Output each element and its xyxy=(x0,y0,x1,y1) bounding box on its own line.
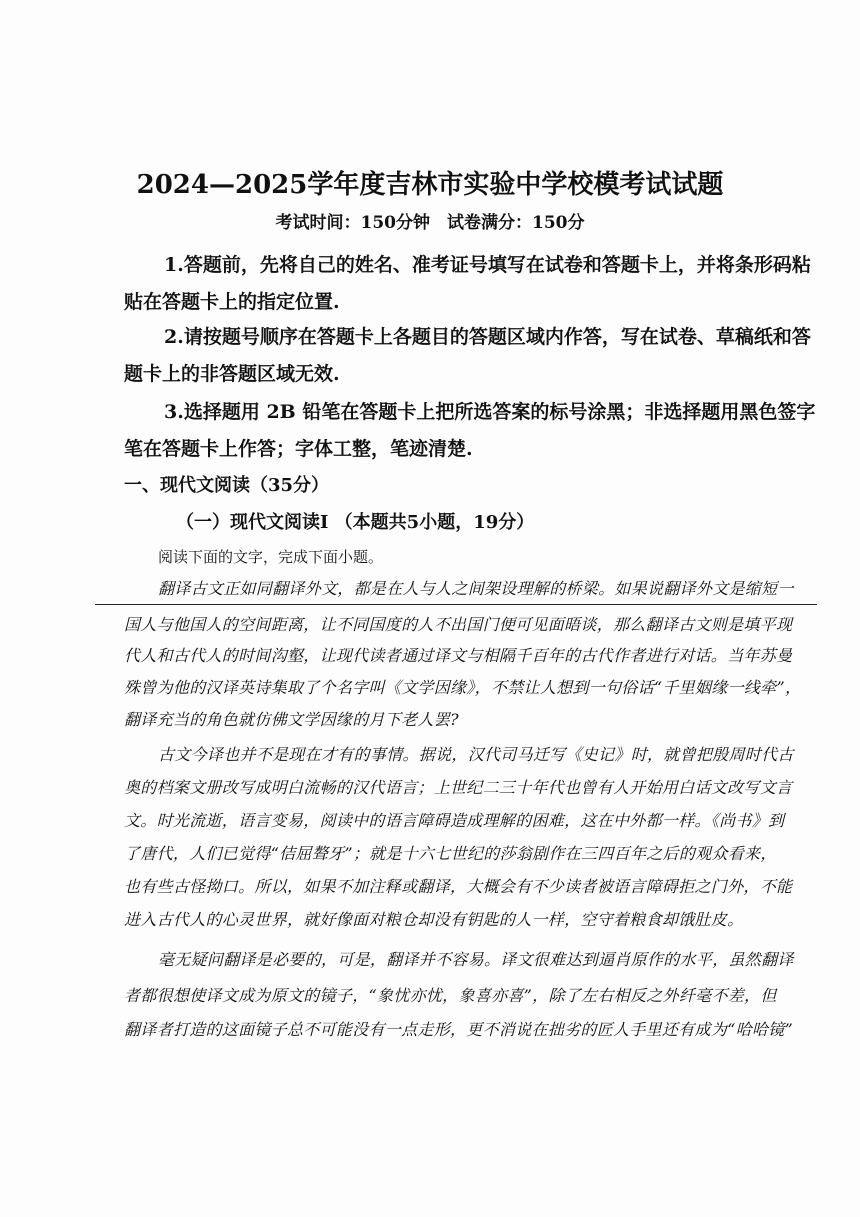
passage-line: 毫无疑问翻译是必要的，可是，翻译并不容易。译文很难达到逼肖原作的水平，虽然翻译 xyxy=(158,950,794,969)
instruction-1-line-1: 1.答题前，先将自己的姓名、准考证号填写在试卷和答题卡上，并将条形码粘 xyxy=(164,254,811,276)
passage-line: 奥的档案文册改写成明白流畅的汉代语言；上世纪二三十年代也曾有人开始用白话文改写文言 xyxy=(124,778,793,797)
passage-line: 国人与他国人的空间距离，让不同国度的人不出国门便可见面晤谈，那么翻译古文则是填平现 xyxy=(124,615,793,634)
passage-line: 翻译充当的角色就仿佛文学因缘的月下老人罢? xyxy=(124,710,459,729)
instruction-3-line-2: 笔在答题卡上作答；字体工整，笔迹清楚. xyxy=(124,438,473,460)
exam-time-and-score: 考试时间：150分钟 试卷满分：150分 xyxy=(275,213,585,233)
passage-line: 了唐代，人们已觉得“佶屈聱牙”；就是十六七世纪的莎翁剧作在三四百年之后的观众看来， xyxy=(124,844,777,863)
passage-line: 进入古代人的心灵世界，就好像面对粮仓却没有钥匙的人一样，空守着粮食却饿肚皮。 xyxy=(124,910,744,929)
passage-line: 者都很想使译文成为原文的镜子，“象忧亦忧，象喜亦喜”，除了左右相反之外纤毫不差，但 xyxy=(124,986,777,1005)
reading-prompt: 阅读下面的文字，完成下面小题。 xyxy=(158,548,384,566)
instruction-2-line-1: 2.请按题号顺序在答题卡上各题目的答题区域内作答，写在试卷、草稿纸和答 xyxy=(164,326,811,348)
instruction-1-line-2: 贴在答题卡上的指定位置. xyxy=(124,291,340,313)
passage-line: 翻译古文正如同翻译外文，都是在人与人之间架设理解的桥梁。如果说翻译外文是缩短一 xyxy=(158,579,794,598)
scan-divider-line xyxy=(95,604,817,605)
passage-line: 文。时光流逝，语言变易，阅读中的语言障碍造成理解的困难，这在中外都一样。《尚书》到 xyxy=(124,811,785,830)
instruction-2-line-2: 题卡上的非答题区域无效. xyxy=(124,363,340,385)
passage-line: 也有些古怪拗口。所以，如果不加注释或翻译，大概会有不少读者被语言障碍拒之门外，不能 xyxy=(124,877,793,896)
exam-title: 2024—2025学年度吉林市实验中学校模考试试题 xyxy=(136,170,724,200)
passage-line: 翻译者打造的这面镜子总不可能没有一点走形，更不消说在拙劣的匠人手里还有成为“哈哈镜” xyxy=(124,1020,793,1039)
passage-line: 古文今译也并不是现在才有的事情。据说，汉代司马迁写《史记》时，就曾把殷周时代古 xyxy=(158,745,794,764)
section-heading: 一、现代文阅读（35分） xyxy=(124,475,330,496)
instruction-3-line-1: 3.选择题用 2B 铅笔在答题卡上把所选答案的标号涂黑；非选择题用黑色签字 xyxy=(164,401,816,423)
passage-line: 殊曾为他的汉译英诗集取了个名字叫《文学因缘》，不禁让人想到一句俗话“千里姻缘一线牵”， xyxy=(124,678,802,697)
subsection-heading: （一）现代文阅读Ⅰ （本题共5小题，19分） xyxy=(176,512,535,533)
passage-line: 代人和古代人的时间沟壑，让现代读者通过译文与相隔千百年的古代作者进行对话。当年苏曼 xyxy=(124,646,793,665)
